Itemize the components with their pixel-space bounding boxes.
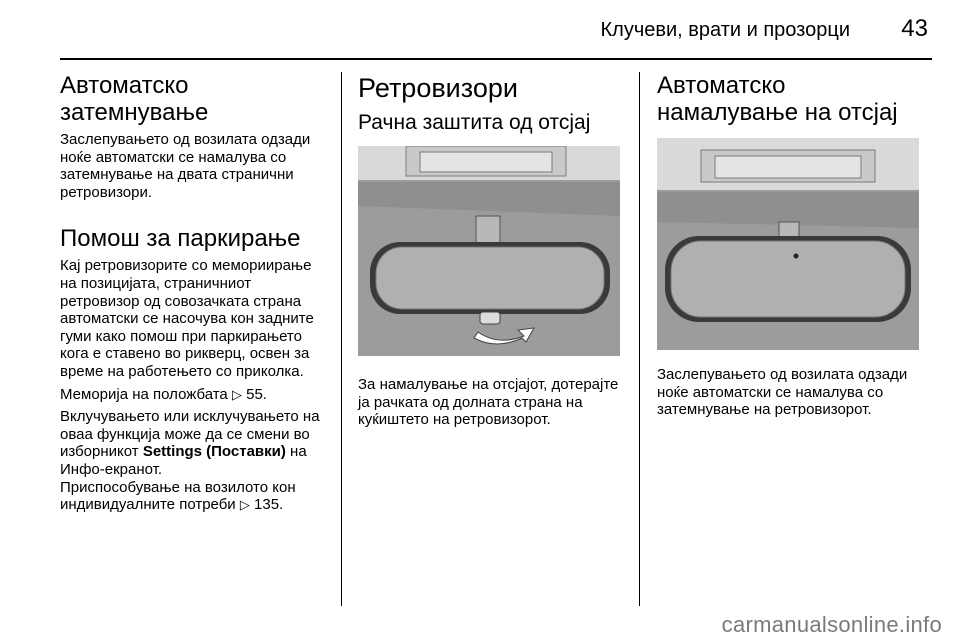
memory-ref-page[interactable]: 55. [246,385,267,403]
para-settings [60,408,330,478]
column-middle [358,72,622,429]
para-parking-assist: Кај ретровизорите со мемориирање на позицијата, страничниот ретровизор од совозачката страна автоматски се насочува кон задните гуми како помош при паркирањето кога е ставено во рикверц, освен за време на работењето со приколка. [60,257,314,380]
watermark: carmanualsonline.info [721,612,942,637]
heading-parking-assist: Помош за паркирање [60,225,301,253]
personalization-ref-page[interactable]: 135. [254,496,284,514]
para-auto-dimming: Заслепувањето од возилата одзади ноќе автоматски се намалува со затемнување на двата странични ретровизори. [60,131,311,201]
page-header-title: Клучеви, врати и прозорци [600,19,850,41]
page-number: 43 [901,15,928,42]
mirror-auto-illustration [657,138,919,350]
mirror-manual-illustration [358,146,620,356]
para-memory-ref [60,386,330,404]
heading-manual-antiglare: Рачна заштита од отсјај [358,111,591,134]
para-auto-antiglare: Заслепувањето од возилата одзади ноќе автоматски се намалува со затемнување на ретровизорот. [657,366,908,419]
settings-menu-name: Settings (Поставки) [142,443,286,461]
para-manual-antiglare: За намалување на отсјајот, дотерајте ја рачката од долната страна на куќиштето на ретровизорот. [358,376,619,429]
page-reference-icon: ▷ [231,386,242,402]
heading-auto-dimming: Автоматско затемнување [60,72,209,126]
settings-text-a: Вклучувањето или исклучувањето на оваа функција може да се смени во изборникот [60,408,320,461]
column-divider-1 [341,72,342,606]
column-divider-2 [639,72,640,606]
heading-mirrors: Ретровизори [358,73,518,103]
memory-ref-text: Меморија на положбата [60,385,228,403]
header-rule [60,58,932,60]
column-right [657,72,922,419]
para-personalization-ref [60,479,330,514]
personalization-ref-text: Приспособување на возилото кон индивидуалните потреби [60,478,296,514]
heading-auto-antiglare: Автоматско намалување на отсјај [657,72,898,126]
page-reference-icon: ▷ [239,497,250,513]
column-left [60,72,330,514]
settings-text-b: на Инфо-екранот. [60,443,307,478]
